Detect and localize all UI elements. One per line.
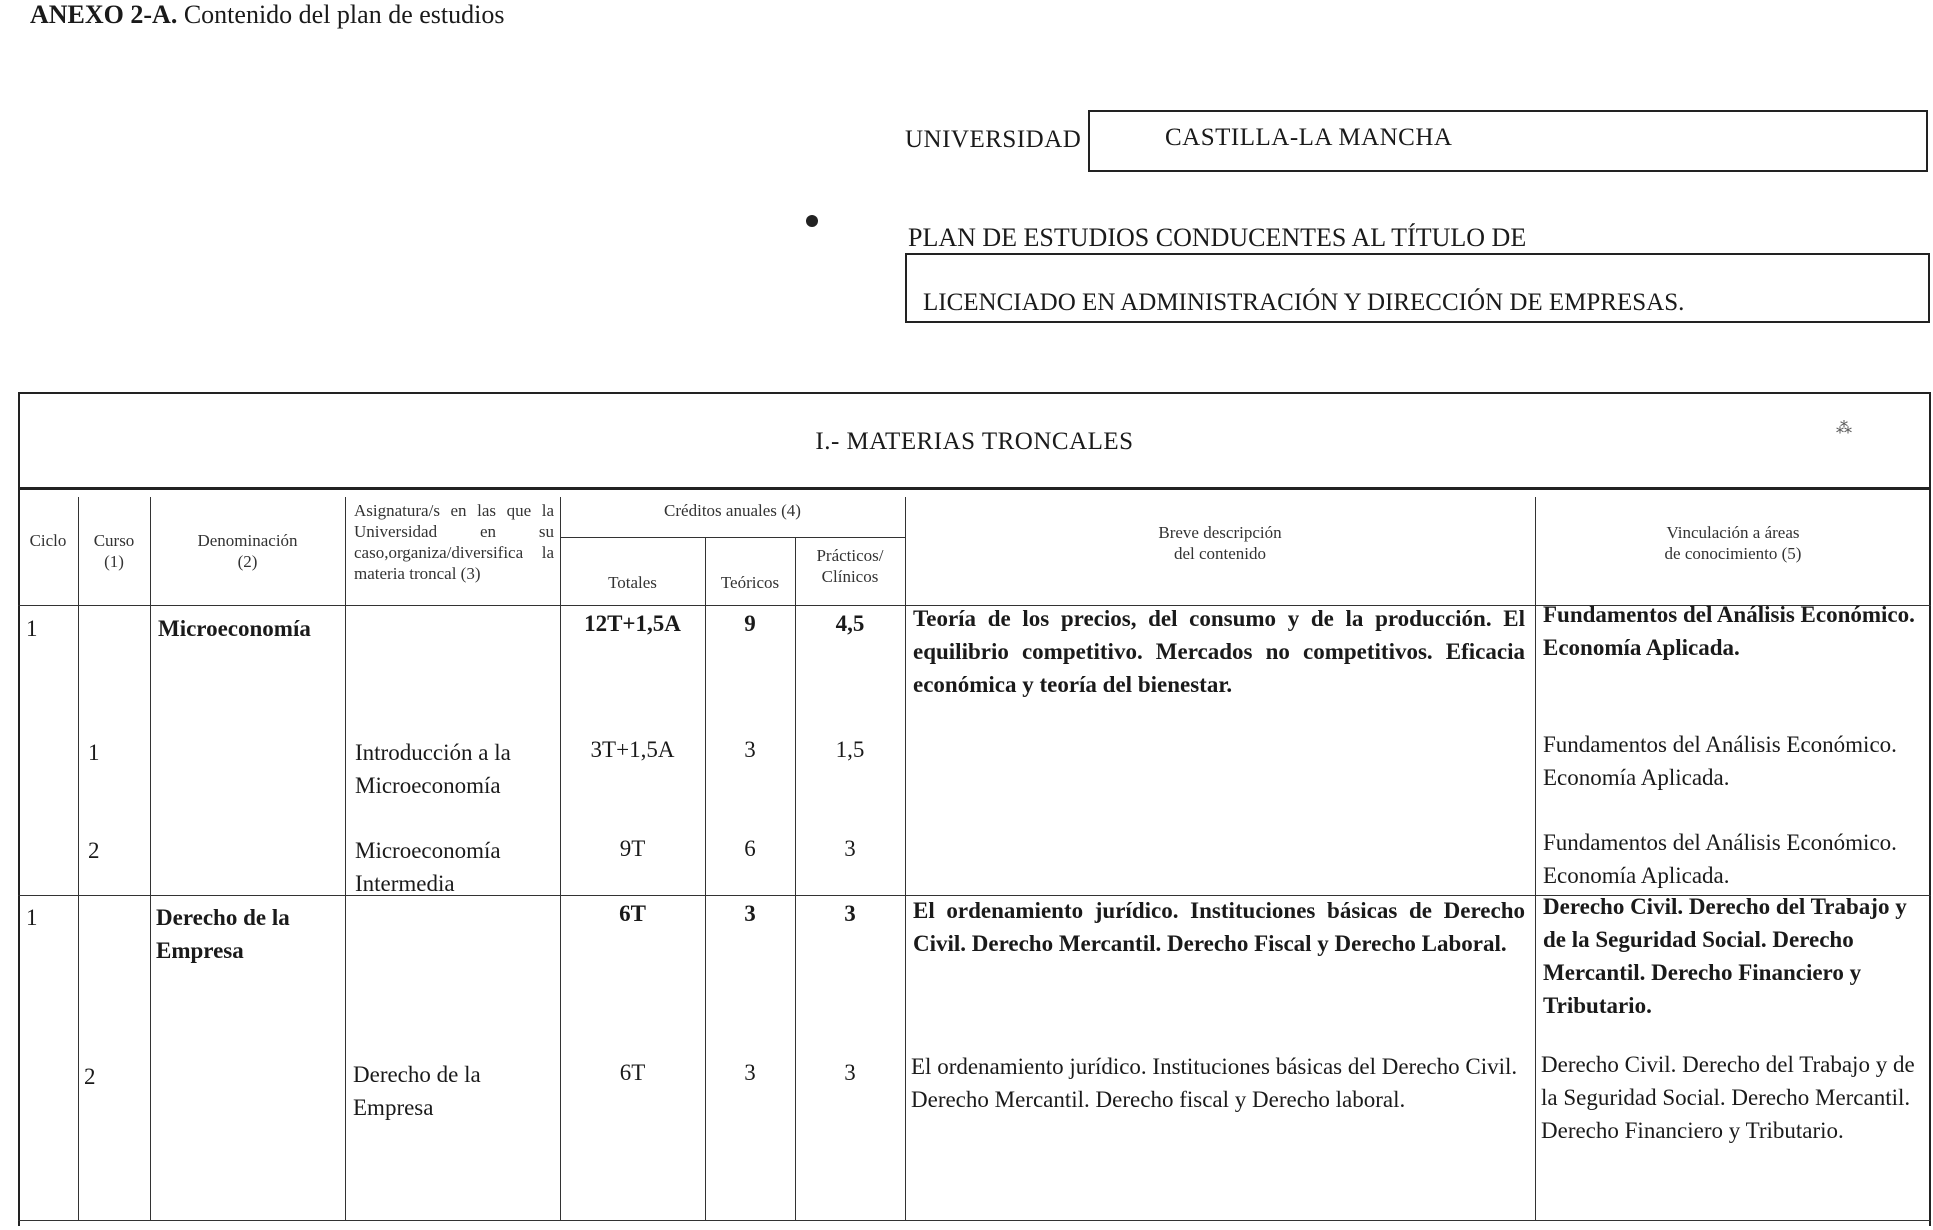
col-header-ciclo: Ciclo xyxy=(29,531,67,550)
col-header-teoricos: Teóricos xyxy=(720,573,780,592)
row-vinculacion: Fundamentos del Análisis Económico. Economía Aplicada. xyxy=(1543,732,1897,790)
col-header-creditos: Créditos anuales (4) xyxy=(664,501,801,520)
row-descripcion: Teoría de los precios, del consumo y de la producción. El equilibrio competitivo. Mercados no competitivos. Eficacia económica y teoría del bienestar. xyxy=(913,606,1525,697)
annex-heading xyxy=(30,0,504,30)
row-vinculacion: Derecho Civil. Derecho del Trabajo y de la Seguridad Social. Derecho Mercantil. Derecho Financiero y Tributario. xyxy=(1543,894,1907,1018)
section-divider xyxy=(18,487,1931,490)
row-totales: 12T+1,5A xyxy=(584,611,681,636)
row-descripcion: El ordenamiento jurídico. Instituciones básicas del Derecho Civil. Derecho Mercantil. Derecho fiscal y Derecho laboral. xyxy=(911,1054,1518,1112)
row-ciclo: 1 xyxy=(26,616,38,641)
credits-subheader-rule xyxy=(560,537,905,538)
bullet-mark xyxy=(806,215,818,227)
university-value: CASTILLA-LA MANCHA xyxy=(1165,124,1453,151)
col-divider xyxy=(1535,497,1536,1221)
row-denominacion: Derecho de la Empresa xyxy=(156,905,290,963)
col-header-practicos: Prácticos/ Clínicos xyxy=(816,546,884,586)
section-title: I.- MATERIAS TRONCALES xyxy=(815,428,1134,455)
row-practicos: 1,5 xyxy=(835,737,865,762)
col-divider xyxy=(345,497,346,1221)
row-teoricos: 3 xyxy=(744,901,756,926)
row-teoricos: 9 xyxy=(744,611,756,636)
annex-title: Contenido del plan de estudios xyxy=(183,0,505,29)
col-header-denominacion: Denominación (2) xyxy=(197,531,298,571)
plan-value: LICENCIADO EN ADMINISTRACIÓN Y DIRECCIÓN DE EMPRESAS. xyxy=(923,289,1685,316)
col-header-totales: Totales xyxy=(608,573,657,592)
row-teoricos: 3 xyxy=(744,1060,756,1085)
col-header-curso: Curso (1) xyxy=(93,531,135,571)
row-vinculacion: Derecho Civil. Derecho del Trabajo y de la Seguridad Social. Derecho Mercantil. Derecho Financiero y Tributario. xyxy=(1541,1052,1915,1143)
scan-mark: ⁂ xyxy=(1836,420,1852,437)
row-teoricos: 3 xyxy=(744,737,756,762)
col-header-asignatura: Asignatura/s en las que la Universidad en su caso,organiza/diversifica la materia troncal (3) xyxy=(354,501,554,583)
col-divider xyxy=(150,497,151,1221)
col-divider xyxy=(905,497,906,1221)
col-header-descripcion: Breve descripción del contenido xyxy=(1158,523,1282,563)
plan-label: PLAN DE ESTUDIOS CONDUCENTES AL TÍTULO DE xyxy=(908,223,1527,252)
row-asignatura: Derecho de la Empresa xyxy=(353,1062,481,1120)
annex-label: ANEXO 2-A. xyxy=(30,0,178,29)
table-bottom-rule xyxy=(18,1220,1931,1221)
row-asignatura: Microeconomía Intermedia xyxy=(355,838,501,896)
row-totales: 6T xyxy=(619,901,646,926)
row-curso: 1 xyxy=(88,740,100,765)
row-totales: 3T+1,5A xyxy=(590,737,675,762)
row-practicos: 4,5 xyxy=(835,611,865,636)
row-totales: 6T xyxy=(619,1060,646,1085)
row-descripcion: El ordenamiento jurídico. Instituciones básicas de Derecho Civil. Derecho Mercantil. Derecho Fiscal y Derecho Laboral. xyxy=(913,898,1525,956)
row-vinculacion: Fundamentos del Análisis Económico. Economía Aplicada. xyxy=(1543,602,1915,660)
row-totales: 9T xyxy=(619,836,646,861)
row-teoricos: 6 xyxy=(744,836,756,861)
row-curso: 2 xyxy=(88,838,100,863)
col-divider xyxy=(78,497,79,1221)
university-label: UNIVERSIDAD xyxy=(905,126,1082,153)
row-practicos: 3 xyxy=(844,836,856,861)
row-ciclo: 1 xyxy=(26,905,38,930)
row-asignatura: Introducción a la Microeconomía xyxy=(355,740,511,798)
row-vinculacion: Fundamentos del Análisis Económico. Economía Aplicada. xyxy=(1543,830,1897,888)
row-curso: 2 xyxy=(84,1064,96,1089)
row-practicos: 3 xyxy=(844,901,856,926)
row-practicos: 3 xyxy=(844,1060,856,1085)
col-header-vinculacion: Vinculación a áreas de conocimiento (5) xyxy=(1664,523,1802,563)
row-denominacion: Microeconomía xyxy=(158,616,311,641)
